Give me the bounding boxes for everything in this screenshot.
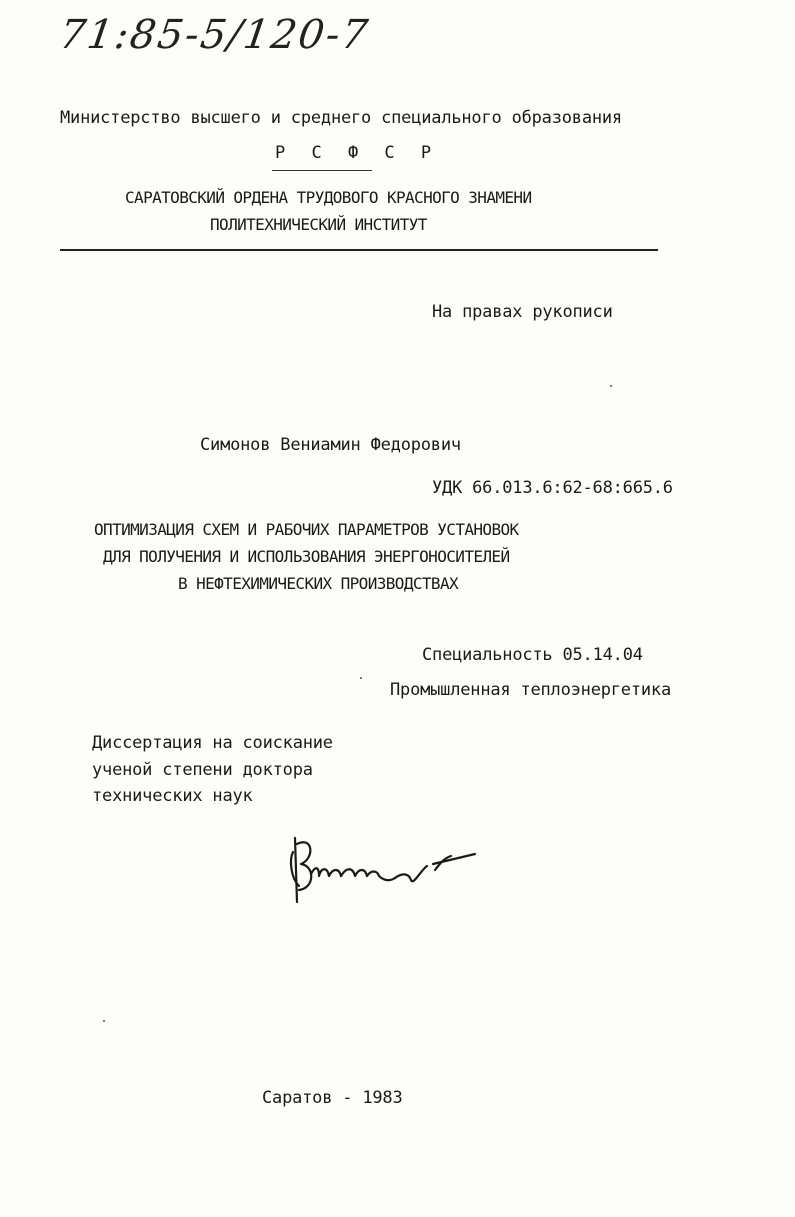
degree-line3: технических наук: [92, 786, 253, 806]
degree-line2: ученой степени доктора: [92, 760, 313, 780]
archive-code-handwritten: 71:85-5/120-7: [56, 12, 373, 58]
republic-underline: [272, 170, 372, 171]
paper-speck: [103, 1020, 105, 1022]
paper-speck: [610, 385, 612, 387]
institute-name-line2: ПОЛИТЕХНИЧЕСКИЙ ИНСТИТУТ: [210, 215, 427, 234]
author-signature: [285, 830, 485, 910]
manuscript-note: На правах рукописи: [432, 302, 613, 322]
institute-name-line1: САРАТОВСКИЙ ОРДЕНА ТРУДОВОГО КРАСНОГО ЗНАМЕНИ: [125, 188, 532, 207]
header-divider: [60, 249, 658, 251]
ministry-name: Министерство высшего и среднего специального образования: [60, 108, 622, 128]
republic-name: Р С Ф С Р: [275, 143, 440, 163]
author-name: Симонов Вениамин Федорович: [200, 435, 461, 455]
degree-line1: Диссертация на соискание: [92, 733, 333, 753]
dissertation-title-line1: ОПТИМИЗАЦИЯ СХЕМ И РАБОЧИХ ПАРАМЕТРОВ УСТАНОВОК: [94, 520, 519, 539]
specialty-name: Промышленная теплоэнергетика: [390, 680, 671, 700]
place-and-year: Саратов - 1983: [262, 1088, 403, 1108]
udk-code: УДК 66.013.6:62-68:665.6: [432, 478, 673, 498]
paper-speck: [360, 677, 362, 679]
dissertation-title-line2: ДЛЯ ПОЛУЧЕНИЯ И ИСПОЛЬЗОВАНИЯ ЭНЕРГОНОСИТЕЛЕЙ: [103, 547, 510, 566]
specialty-code: Специальность 05.14.04: [422, 645, 643, 665]
dissertation-title-line3: В НЕФТЕХИМИЧЕСКИХ ПРОИЗВОДСТВАХ: [178, 574, 459, 593]
